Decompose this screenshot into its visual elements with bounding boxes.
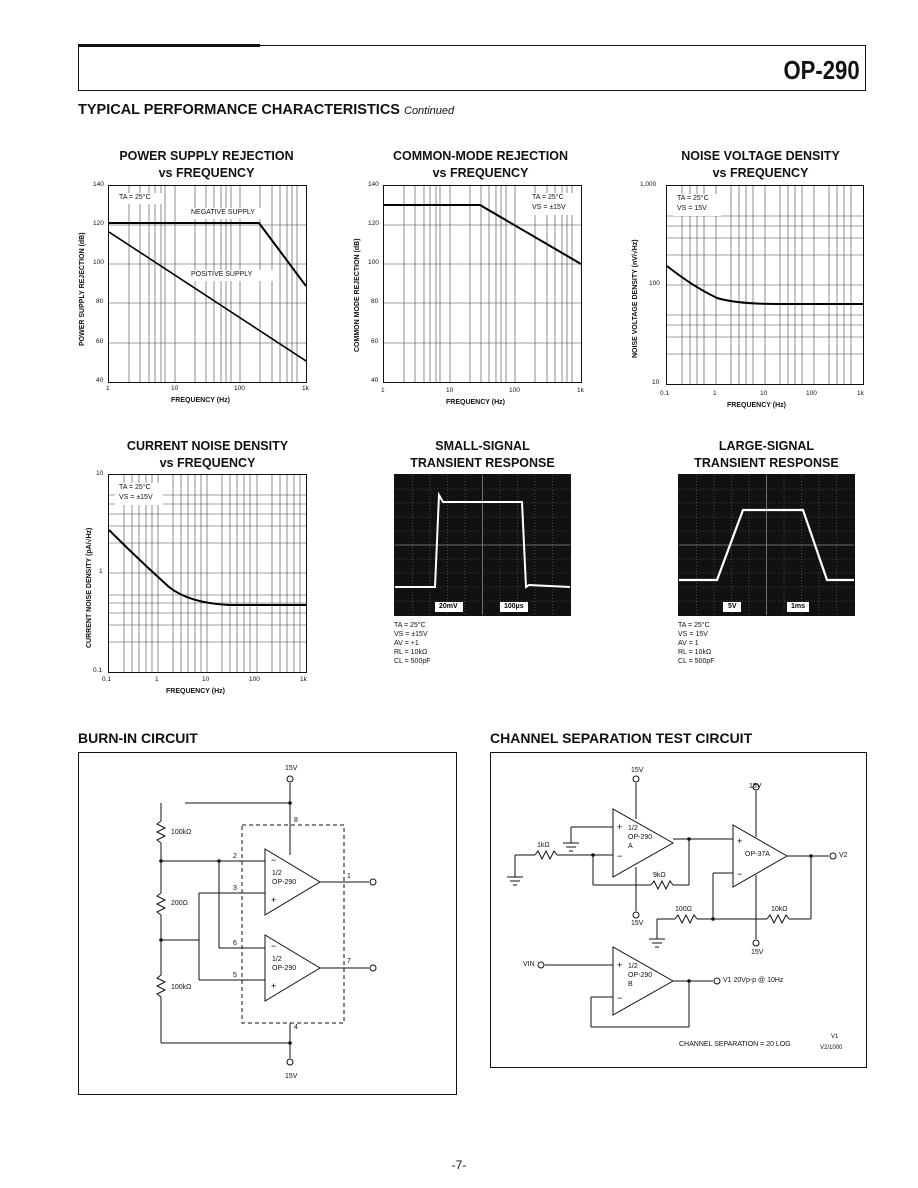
chansep-ampA3: A	[628, 843, 633, 850]
cnd-ytick: 10	[96, 470, 104, 477]
cnd-ylabel: CURRENT NOISE DENSITY (pA/√Hz)	[86, 527, 93, 648]
cmr-title	[378, 148, 583, 182]
psr-xtick: 100	[234, 385, 245, 392]
nvd-cond2: VS = 15V	[677, 205, 707, 212]
burnin-amp1-frac: 1/2	[272, 870, 282, 877]
burnin-box	[78, 752, 457, 1095]
chansep-v2: V2	[839, 852, 848, 859]
cnd-xtick: 1	[155, 676, 159, 683]
cmr-xtick: 10	[446, 387, 454, 394]
chansep-v1: V1 20Vp-p @ 10Hz	[723, 977, 784, 984]
lst-cond: TA = 25°C	[678, 622, 710, 629]
lst-scope	[678, 474, 855, 616]
svg-text:−: −	[271, 941, 277, 951]
header-box	[78, 45, 866, 91]
cnd-xtick: 100	[249, 676, 260, 683]
psr-ytick: 80	[96, 298, 104, 305]
psr-xlabel: FREQUENCY (Hz)	[171, 397, 230, 404]
lst-cond: AV = 1	[678, 640, 699, 647]
section-title-text: TYPICAL PERFORMANCE CHARACTERISTICS	[78, 102, 400, 118]
psr-xtick: 1	[106, 385, 110, 392]
cmr-ytick: 100	[368, 259, 379, 266]
nvd-xtick: 0.1	[660, 390, 670, 397]
sst-scope	[394, 474, 571, 616]
svg-text:−: −	[271, 855, 277, 865]
nvd-cond1: TA = 25°C	[677, 195, 709, 202]
burnin-pin: 4	[294, 1024, 298, 1031]
cnd-plot	[108, 474, 307, 673]
cmr-title-line2: vs FREQUENCY	[432, 166, 529, 180]
psr-ytick: 140	[93, 181, 104, 188]
chansep-frac-den: V2/1000	[820, 1045, 843, 1051]
nvd-xlabel: FREQUENCY (Hz)	[727, 402, 786, 409]
psr-cond: TA = 25°C	[119, 194, 151, 201]
nvd-xtick: 1k	[857, 390, 864, 397]
chansep-v15c: 15V	[749, 783, 762, 790]
nvd-ytick: 1,000	[640, 181, 657, 188]
chansep-op37: OP-37A	[745, 851, 770, 858]
chansep-r1k: 1kΩ	[537, 842, 550, 849]
chansep-r9k: 9kΩ	[653, 872, 666, 879]
section-continued: Continued	[404, 105, 455, 117]
burnin-amp1-name: OP-290	[272, 879, 297, 886]
lst-scale-t: 1ms	[791, 603, 806, 610]
cnd-title	[105, 438, 310, 472]
burnin-schematic	[79, 753, 456, 1094]
cmr-ytick: 60	[371, 338, 379, 345]
svg-text:−: −	[617, 993, 623, 1003]
nvd-title-line2: vs FREQUENCY	[712, 166, 809, 180]
nvd-title-line1: NOISE VOLTAGE DENSITY	[681, 149, 840, 163]
part-number: OP-290	[783, 55, 860, 85]
burnin-pin: 7	[347, 958, 351, 965]
burnin-pin: 5	[233, 972, 237, 979]
svg-text:+: +	[271, 895, 277, 905]
burnin-pin: 3	[233, 885, 237, 892]
lst-title	[664, 438, 869, 472]
sst-cond: VS = ±15V	[394, 631, 428, 638]
lst-title-line2: TRANSIENT RESPONSE	[694, 456, 839, 470]
burnin-vpos: 15V	[285, 765, 298, 772]
sst-title-line1: SMALL-SIGNAL	[435, 439, 530, 453]
cmr-cond2: VS = ±15V	[532, 204, 566, 211]
cnd-title-line1: CURRENT NOISE DENSITY	[126, 439, 289, 453]
burnin-title: BURN-IN CIRCUIT	[78, 730, 198, 746]
chansep-r100: 100Ω	[675, 906, 692, 913]
svg-text:+: +	[617, 822, 623, 832]
cnd-xtick: 10	[202, 676, 210, 683]
cmr-xtick: 1	[381, 387, 385, 394]
psr-xtick: 1k	[302, 385, 309, 392]
svg-text:+: +	[271, 981, 277, 991]
cmr-plot	[383, 185, 582, 383]
svg-text:+: +	[617, 960, 623, 970]
cnd-cond2: VS = ±15V	[119, 494, 153, 501]
burnin-amp2-frac: 1/2	[272, 956, 282, 963]
lst-cond: VS = 15V	[678, 631, 708, 638]
nvd-ytick: 10	[652, 379, 660, 386]
cmr-title-line1: COMMON-MODE REJECTION	[393, 149, 568, 163]
lst-title-line1: LARGE-SIGNAL	[718, 439, 815, 453]
burnin-pin: 2	[233, 853, 237, 860]
psr-ytick: 40	[96, 377, 104, 384]
cmr-ytick: 120	[368, 220, 379, 227]
chansep-v15d: 15V	[751, 949, 764, 956]
page-number: -7-	[451, 1158, 467, 1172]
sst-cond: CL = 500pF	[394, 658, 431, 665]
psr-label-negative: NEGATIVE SUPPLY	[191, 209, 255, 216]
psr-ylabel: POWER SUPPLY REJECTION (dB)	[79, 232, 86, 346]
chansep-v15a: 15V	[631, 767, 644, 774]
burnin-r3: 100kΩ	[171, 984, 192, 991]
sst-cond: TA = 25°C	[394, 622, 426, 629]
cnd-xtick: 1k	[300, 676, 307, 683]
chansep-ampB1: 1/2	[628, 963, 638, 970]
psr-title-line2: vs FREQUENCY	[158, 166, 255, 180]
nvd-ylabel: NOISE VOLTAGE DENSITY (nV/√Hz)	[632, 239, 639, 358]
cnd-ytick: 1	[99, 568, 103, 575]
chansep-box	[490, 752, 867, 1068]
cmr-cond1: TA = 25°C	[532, 194, 564, 201]
chansep-ampA1: 1/2	[628, 825, 638, 832]
nvd-ytick: 100	[649, 280, 660, 287]
cnd-xtick: 0.1	[102, 676, 112, 683]
section-title	[78, 102, 454, 118]
cmr-ytick: 140	[368, 181, 379, 188]
sst-title-line2: TRANSIENT RESPONSE	[410, 456, 555, 470]
chansep-formula: CHANNEL SEPARATION = 20 LOG	[679, 1041, 791, 1048]
sst-cond: AV = +1	[394, 640, 419, 647]
cmr-xlabel: FREQUENCY (Hz)	[446, 399, 505, 406]
chansep-v15b: 15V	[631, 920, 644, 927]
lst-cond: CL = 500pF	[678, 658, 715, 665]
burnin-r1: 100kΩ	[171, 829, 192, 836]
cnd-curve	[109, 530, 306, 605]
cmr-xtick: 100	[509, 387, 520, 394]
lst-conditions	[678, 621, 715, 666]
burnin-pin: 8	[294, 817, 298, 824]
nvd-xtick: 100	[806, 390, 817, 397]
chansep-r10k: 10kΩ	[771, 906, 788, 913]
sst-cond: RL = 10kΩ	[394, 649, 428, 656]
chansep-title: CHANNEL SEPARATION TEST CIRCUIT	[490, 730, 753, 746]
burnin-vneg: 15V	[285, 1073, 298, 1080]
chansep-ampB2: OP-290	[628, 972, 653, 979]
nvd-plot	[666, 185, 864, 385]
chansep-frac-num: V1	[831, 1034, 839, 1040]
sst-title	[380, 438, 585, 472]
psr-title-line1: POWER SUPPLY REJECTION	[119, 149, 294, 163]
nvd-title	[658, 148, 863, 182]
chansep-ampB3: B	[628, 981, 633, 988]
burnin-pin: 1	[347, 873, 351, 880]
psr-ytick: 60	[96, 338, 104, 345]
lst-scale-v: 5V	[728, 603, 737, 610]
psr-positive-curve	[109, 232, 306, 361]
cmr-ytick: 80	[371, 298, 379, 305]
cnd-ytick: 0.1	[93, 667, 103, 674]
psr-xtick: 10	[171, 385, 179, 392]
svg-text:−: −	[617, 851, 623, 861]
psr-label-positive: POSITIVE SUPPLY	[191, 271, 253, 278]
cmr-ylabel: COMMON MODE REJECTION (dB)	[354, 238, 361, 352]
psr-plot	[108, 185, 307, 383]
svg-text:+: +	[737, 836, 743, 846]
chansep-ampA2: OP-290	[628, 834, 653, 841]
cnd-cond1: TA = 25°C	[119, 484, 151, 491]
nvd-xtick: 10	[760, 390, 768, 397]
lst-cond: RL = 10kΩ	[678, 649, 712, 656]
cnd-title-line2: vs FREQUENCY	[159, 456, 256, 470]
nvd-xtick: 1	[713, 390, 717, 397]
cnd-xlabel: FREQUENCY (Hz)	[166, 688, 225, 695]
burnin-amp2-name: OP-290	[272, 965, 297, 972]
cmr-ytick: 40	[371, 377, 379, 384]
psr-ytick: 100	[93, 259, 104, 266]
chansep-vin: VIN	[523, 961, 535, 968]
sst-scale-v: 20mV	[439, 603, 458, 610]
burnin-pin: 6	[233, 940, 237, 947]
cmr-xtick: 1k	[577, 387, 584, 394]
psr-ytick: 120	[93, 220, 104, 227]
sst-conditions	[394, 621, 431, 666]
psr-title	[104, 148, 309, 182]
svg-text:−: −	[737, 869, 743, 879]
burnin-r2: 200Ω	[171, 900, 188, 907]
sst-scale-t: 100µs	[504, 603, 524, 610]
